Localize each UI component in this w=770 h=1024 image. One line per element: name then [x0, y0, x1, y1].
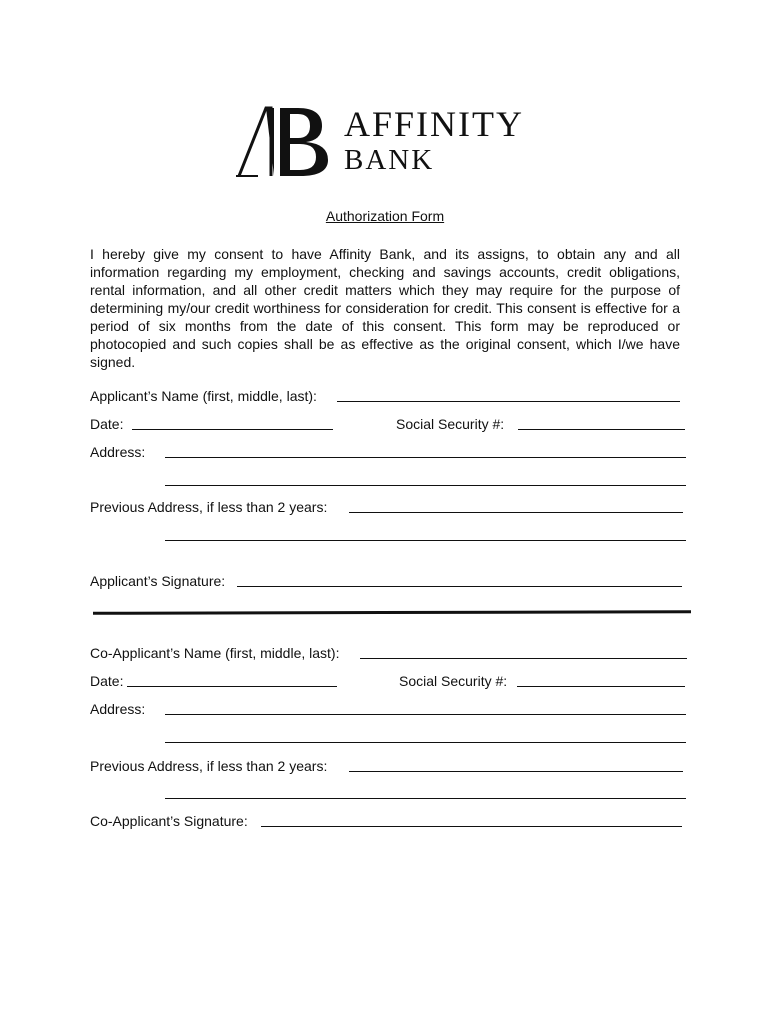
- applicant-name-label: Applicant’s Name (first, middle, last):: [90, 388, 317, 404]
- co-applicant-address-label: Address:: [90, 701, 146, 717]
- applicant-date-label: Date:: [90, 416, 124, 432]
- applicant-signature-label: Applicant’s Signature:: [90, 573, 226, 589]
- applicant-ssn-field[interactable]: [518, 429, 685, 430]
- applicant-prev-address-field-line2[interactable]: [165, 540, 686, 541]
- co-applicant-prev-address-label: Previous Address, if less than 2 years:: [90, 758, 328, 774]
- co-applicant-date-field[interactable]: [127, 686, 337, 687]
- bank-logo: [236, 102, 556, 178]
- co-applicant-name-label: Co-Applicant’s Name (first, middle, last):: [90, 645, 340, 661]
- co-applicant-prev-address-field-line1[interactable]: [349, 771, 683, 772]
- applicant-date-field[interactable]: [132, 429, 333, 430]
- applicant-prev-address-field-line1[interactable]: [349, 512, 683, 513]
- bank-name-line1: AFFINITY: [344, 104, 525, 144]
- applicant-ssn-label: Social Security #:: [396, 416, 505, 432]
- co-applicant-date-label: Date:: [90, 673, 124, 689]
- form-title: Authorization Form: [325, 208, 445, 224]
- co-applicant-address-field-line1[interactable]: [165, 714, 686, 715]
- section-divider: [93, 610, 691, 615]
- bank-name-line2: BANK: [344, 144, 435, 176]
- co-applicant-ssn-label: Social Security #:: [399, 673, 508, 689]
- co-applicant-signature-field[interactable]: [261, 826, 682, 827]
- applicant-signature-field[interactable]: [237, 586, 682, 587]
- applicant-address-field-line1[interactable]: [165, 457, 686, 458]
- applicant-address-field-line2[interactable]: [165, 485, 686, 486]
- applicant-address-label: Address:: [90, 444, 146, 460]
- ab-monogram-icon: [236, 102, 336, 178]
- consent-paragraph: I hereby give my consent to have Affinity Bank, and its assigns, to obtain any and all information regarding my employment, checking and savings accounts, credit obligations, rental information, and all other credit matters which they may require for the purpose of determining my/our credit worthiness for consideration for credit. This consent is effective for a period of six months from the date of this consent. This form may be reproduced or photocopied and such copies shall be as effective as the original consent, which I/we have signed.: [90, 246, 680, 370]
- co-applicant-ssn-field[interactable]: [517, 686, 685, 687]
- co-applicant-prev-address-field-line2[interactable]: [165, 798, 686, 799]
- applicant-prev-address-label: Previous Address, if less than 2 years:: [90, 499, 328, 515]
- co-applicant-name-field[interactable]: [360, 658, 687, 659]
- co-applicant-signature-label: Co-Applicant’s Signature:: [90, 813, 248, 829]
- applicant-name-field[interactable]: [337, 401, 680, 402]
- co-applicant-address-field-line2[interactable]: [165, 742, 686, 743]
